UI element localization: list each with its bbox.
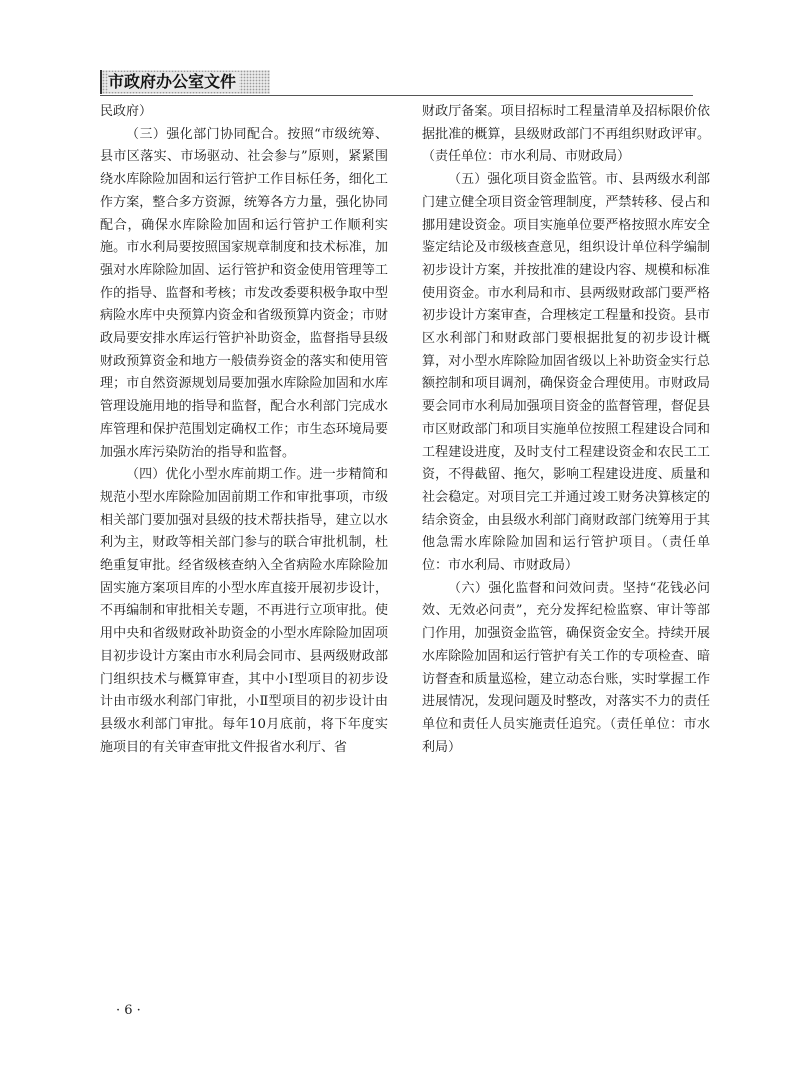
document-header-title: 市政府办公室文件 bbox=[108, 72, 239, 92]
paragraph-section-4: （四）优化小型水库前期工作。进一步精简和规范小型水库除险加固前期工作和审批事项，市级相关部门要加强对县级的技术帮扶指导，建立以水利为主，财政等相关部门参与的联合审批机制，杜绝重复审批。经省级核查纳入全省病险水库除险加固实施方案项目库的小型水库直接开展初步设计，不再编制和审批相关专题，不再进行立项审批。使用中央和省级财政补助资金的小型水库除险加固项目初步设计方案由市水利局会同市、县两级财政部门组织技术与概算审查，其中小Ⅰ型项目的初步设计由市级水利部门审批，小Ⅱ型项目的初步设计由县级水利部门审批。每年10月底前，将下年度实施项目的有关审查审批文件报省水利厅、省 bbox=[100, 467, 388, 755]
continued-paragraph: 财政厅备案。项目招标时工程量清单及招标限价依据批准的概算，县级财政部门不再组织财政评审。（责任单位：市水利局、市财政局） bbox=[422, 104, 710, 165]
paragraph-section-3: （三）强化部门协同配合。按照“市级统筹、县市区落实、市场驱动、社会参与”原则，紧紧围绕水库除险加固和运行管护工作目标任务，细化工作方案，整合多方资源，统筹各方力量，强化协同配合，确保水库除险加固和运行管护工作顺利实施。市水利局要按照国家规章制度和技术标准，加强对水库除险加固、运行管护和资金使用管理等工作的指导、监督和考核；市发改委要积极争取中型病险水库中央预算内资金和省级预算内资金；市财政局要安排水库运行管护补助资金，监督指导县级财政预算资金和地方一般债券资金的落实和使用管理；市自然资源规划局要加强水库除险加固和水库管理设施用地的指导和监督，配合水利部门完成水库管理和保护范围划定确权工作；市生态环境局要加强水库污染防治的指导和监督。 bbox=[100, 126, 388, 460]
right-text-column bbox=[422, 101, 710, 759]
page-number: · 6 · bbox=[116, 1003, 141, 1018]
continued-paragraph: 民政府） bbox=[100, 104, 153, 119]
left-text-column bbox=[100, 101, 388, 759]
paragraph-section-5: （五）强化项目资金监管。市、县两级水利部门建立健全项目资金管理制度，严禁转移、侵占和挪用建设资金。项目实施单位要严格按照水库安全鉴定结论及市级核查意见，组织设计单位科学编制初步设计方案，并按批准的建设内容、规模和标准使用资金。市水利局和市、县两级财政部门要严格初步设计方案审查，合理核定工程量和投资。县市区水利部门和财政部门要根据批复的初步设计概算，对小型水库除险加固省级以上补助资金实行总额控制和项目调剂，确保资金合理使用。市财政局要会同市水利局加强项目资金的监督管理，督促县市区财政部门和项目实施单位按照工程建设合同和工程建设进度，及时支付工程建设资金和农民工工资，不得截留、拖欠，影响工程建设进度、质量和社会稳定。对项目完工并通过竣工财务决算核定的结余资金，由县级水利部门商财政部门统筹用于其他急需水库除险加固和运行管护项目。（责任单位：市水利局、市财政局） bbox=[422, 172, 710, 574]
document-header-banner bbox=[100, 70, 270, 94]
paragraph-section-6: （六）强化监督和问效问责。坚持“花钱必问效、无效必问责”，充分发挥纪检监察、审计等部门作用，加强资金监管，确保资金安全。持续开展水库除险加固和运行管护有关工作的专项检查、暗访督查和质量巡检，建立动态台账，实时掌握工作进展情况，发现问题及时整改，对落实不力的责任单位和责任人员实施责任追究。（责任单位：市水利局） bbox=[422, 580, 710, 755]
header-divider bbox=[100, 95, 693, 96]
